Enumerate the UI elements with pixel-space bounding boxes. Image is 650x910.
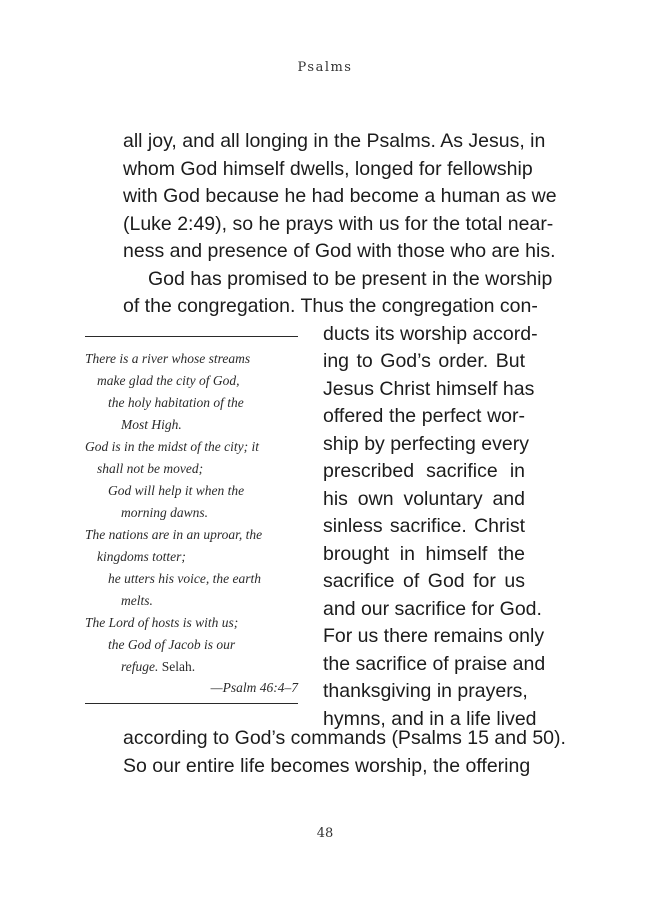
body-line: offered the perfect wor- (323, 405, 525, 427)
body-line: (Luke 2:49), so he prays with us for the total near- (123, 212, 554, 235)
quote-line: Most High. (121, 417, 182, 432)
body-line: his own voluntary and (323, 487, 525, 510)
running-head: Psalms (297, 60, 353, 75)
body-line: God has promised to be present in the worship (148, 267, 553, 290)
body-line: ness and presence of God with those who are his. (123, 240, 556, 262)
quote-attribution: —Psalm 46:4–7 (210, 680, 298, 695)
body-line: ing to God’s order. But (323, 350, 525, 372)
quote-line: the holy habitation of the (108, 395, 244, 410)
body-line: ducts its worship accord- (323, 322, 538, 345)
body-line: Jesus Christ himself has (323, 377, 535, 400)
quote-line: God is in the midst of the city; it (85, 439, 259, 454)
quote-word-refuge: refuge. (121, 659, 159, 674)
quote-line (121, 658, 195, 676)
quote-line: There is a river whose streams (85, 351, 251, 366)
sidebar-top-rule (85, 336, 298, 337)
quote-line: The Lord of hosts is with us; (85, 615, 239, 630)
quote-line: morning dawns. (121, 505, 209, 520)
body-line: sinless sacrifice. Christ (323, 515, 525, 537)
page-number: 48 (316, 826, 334, 841)
body-line: and our sacrifice for God. (323, 597, 542, 620)
quote-line: The nations are in an uproar, the (85, 527, 263, 542)
body-line: the sacrifice of praise and (323, 652, 546, 675)
body-line: all joy, and all longing in the Psalms. As Jesus, in (123, 130, 546, 152)
body-line: with God because he had become a human as we (123, 185, 557, 207)
body-line: prescribed sacrifice in (323, 460, 525, 482)
body-line: of the congregation. Thus the congregation con- (123, 295, 538, 317)
quote-line: shall not be moved; (97, 461, 204, 476)
quote-line: melts. (121, 593, 153, 608)
body-line: brought in himself the (323, 542, 525, 565)
body-line: For us there remains only (323, 625, 545, 647)
body-line: hymns, and in a life lived (323, 707, 537, 730)
body-line: according to God’s commands (Psalms 15 and 50). (123, 727, 566, 749)
body-line: So our entire life becomes worship, the offering (123, 754, 531, 777)
quote-word-selah: Selah. (158, 659, 196, 674)
sidebar-bottom-rule (85, 703, 298, 704)
body-line: sacrifice of God for us (323, 570, 525, 592)
body-line: thanksgiving in prayers, (323, 680, 528, 702)
quote-line: the God of Jacob is our (108, 637, 236, 652)
body-line: whom God himself dwells, longed for fellowship (123, 157, 533, 180)
body-line: ship by perfecting every (323, 432, 529, 455)
quote-line: God will help it when the (108, 483, 245, 498)
quote-line: kingdoms totter; (97, 549, 186, 564)
quote-line: make glad the city of God, (97, 373, 240, 388)
quote-line: he utters his voice, the earth (108, 571, 261, 586)
